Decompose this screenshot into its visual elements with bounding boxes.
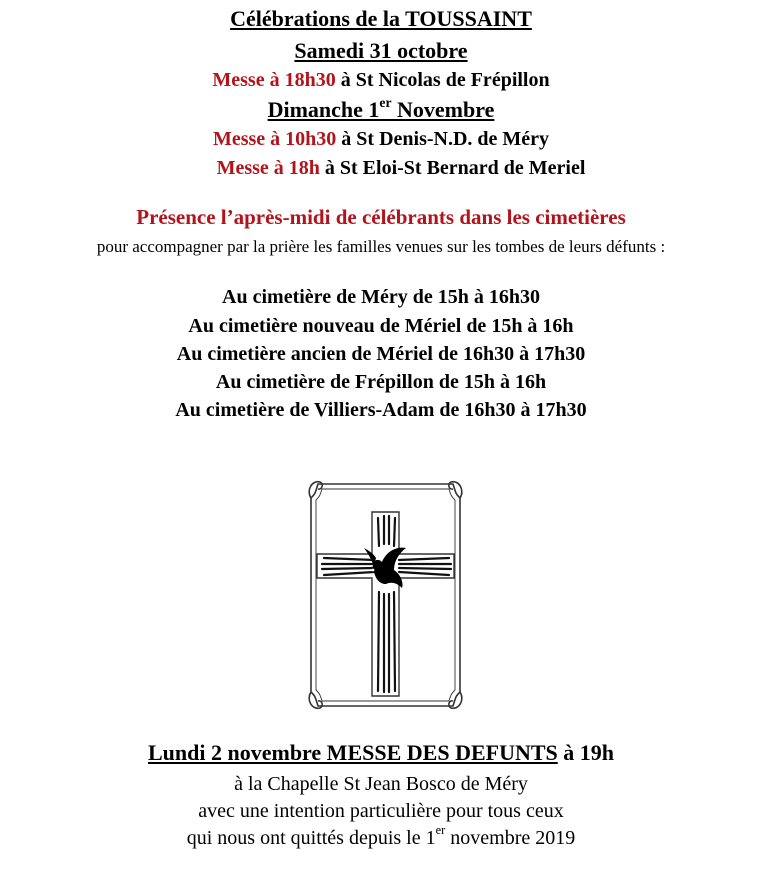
sunday-mass-2-time: Messe à 18h	[216, 157, 320, 179]
cemetery-item: Au cimetière nouveau de Mériel de 15h à 16h	[188, 315, 574, 337]
footer-line-3: qui nous ont quittés depuis le 1er novembre 2019	[186, 823, 576, 849]
sunday-heading	[0, 94, 762, 123]
saturday-mass-place: à St Nicolas de Frépillon	[335, 69, 550, 91]
sunday-date: Dimanche 1er Novembre	[267, 94, 495, 122]
saturday-mass-time: Messe à 18h30	[212, 69, 336, 91]
sunday-mass-1-place: à St Denis-N.D. de Méry	[336, 128, 550, 150]
cemetery-item: Au cimetière de Villiers-Adam de 16h30 à 17h30	[175, 399, 587, 421]
cemetery-item: Au cimetière ancien de Mériel de 16h30 à 17h30	[176, 343, 586, 365]
footer-heading	[0, 740, 762, 766]
title-text: Célébrations de la TOUSSAINT	[230, 6, 532, 31]
cemetery-item: Au cimetière de Méry de 15h à 16h30	[222, 286, 540, 308]
cemetery-item: Au cimetière de Frépillon de 15h à 16h	[215, 371, 547, 393]
sunday-mass-1	[0, 128, 762, 151]
page-title	[0, 6, 762, 32]
saturday-date: Samedi 31 octobre	[294, 38, 468, 63]
footer-heading-time: à 19h	[557, 740, 614, 765]
saturday-mass	[0, 69, 762, 92]
saturday-heading	[0, 38, 762, 64]
cemeteries-intro: pour accompagner par la prière les familles venues sur les tombes de leurs défunts :	[96, 237, 666, 256]
cemeteries-heading: Présence l’après-midi de célébrants dans les cimetières	[136, 205, 626, 229]
sunday-mass-2-place: à St Eloi-St Bernard de Meriel	[319, 157, 586, 179]
cross-with-dove-icon	[304, 476, 467, 714]
sunday-mass-2	[20, 157, 762, 180]
footer-line-2: avec une intention particulière pour tous ceux	[198, 800, 564, 822]
footer-place: à la Chapelle St Jean Bosco de Méry	[234, 773, 528, 795]
sunday-mass-1-time: Messe à 10h30	[212, 128, 337, 150]
footer-heading-date: Lundi 2 novembre MESSE DES DEFUNTS	[148, 740, 558, 765]
